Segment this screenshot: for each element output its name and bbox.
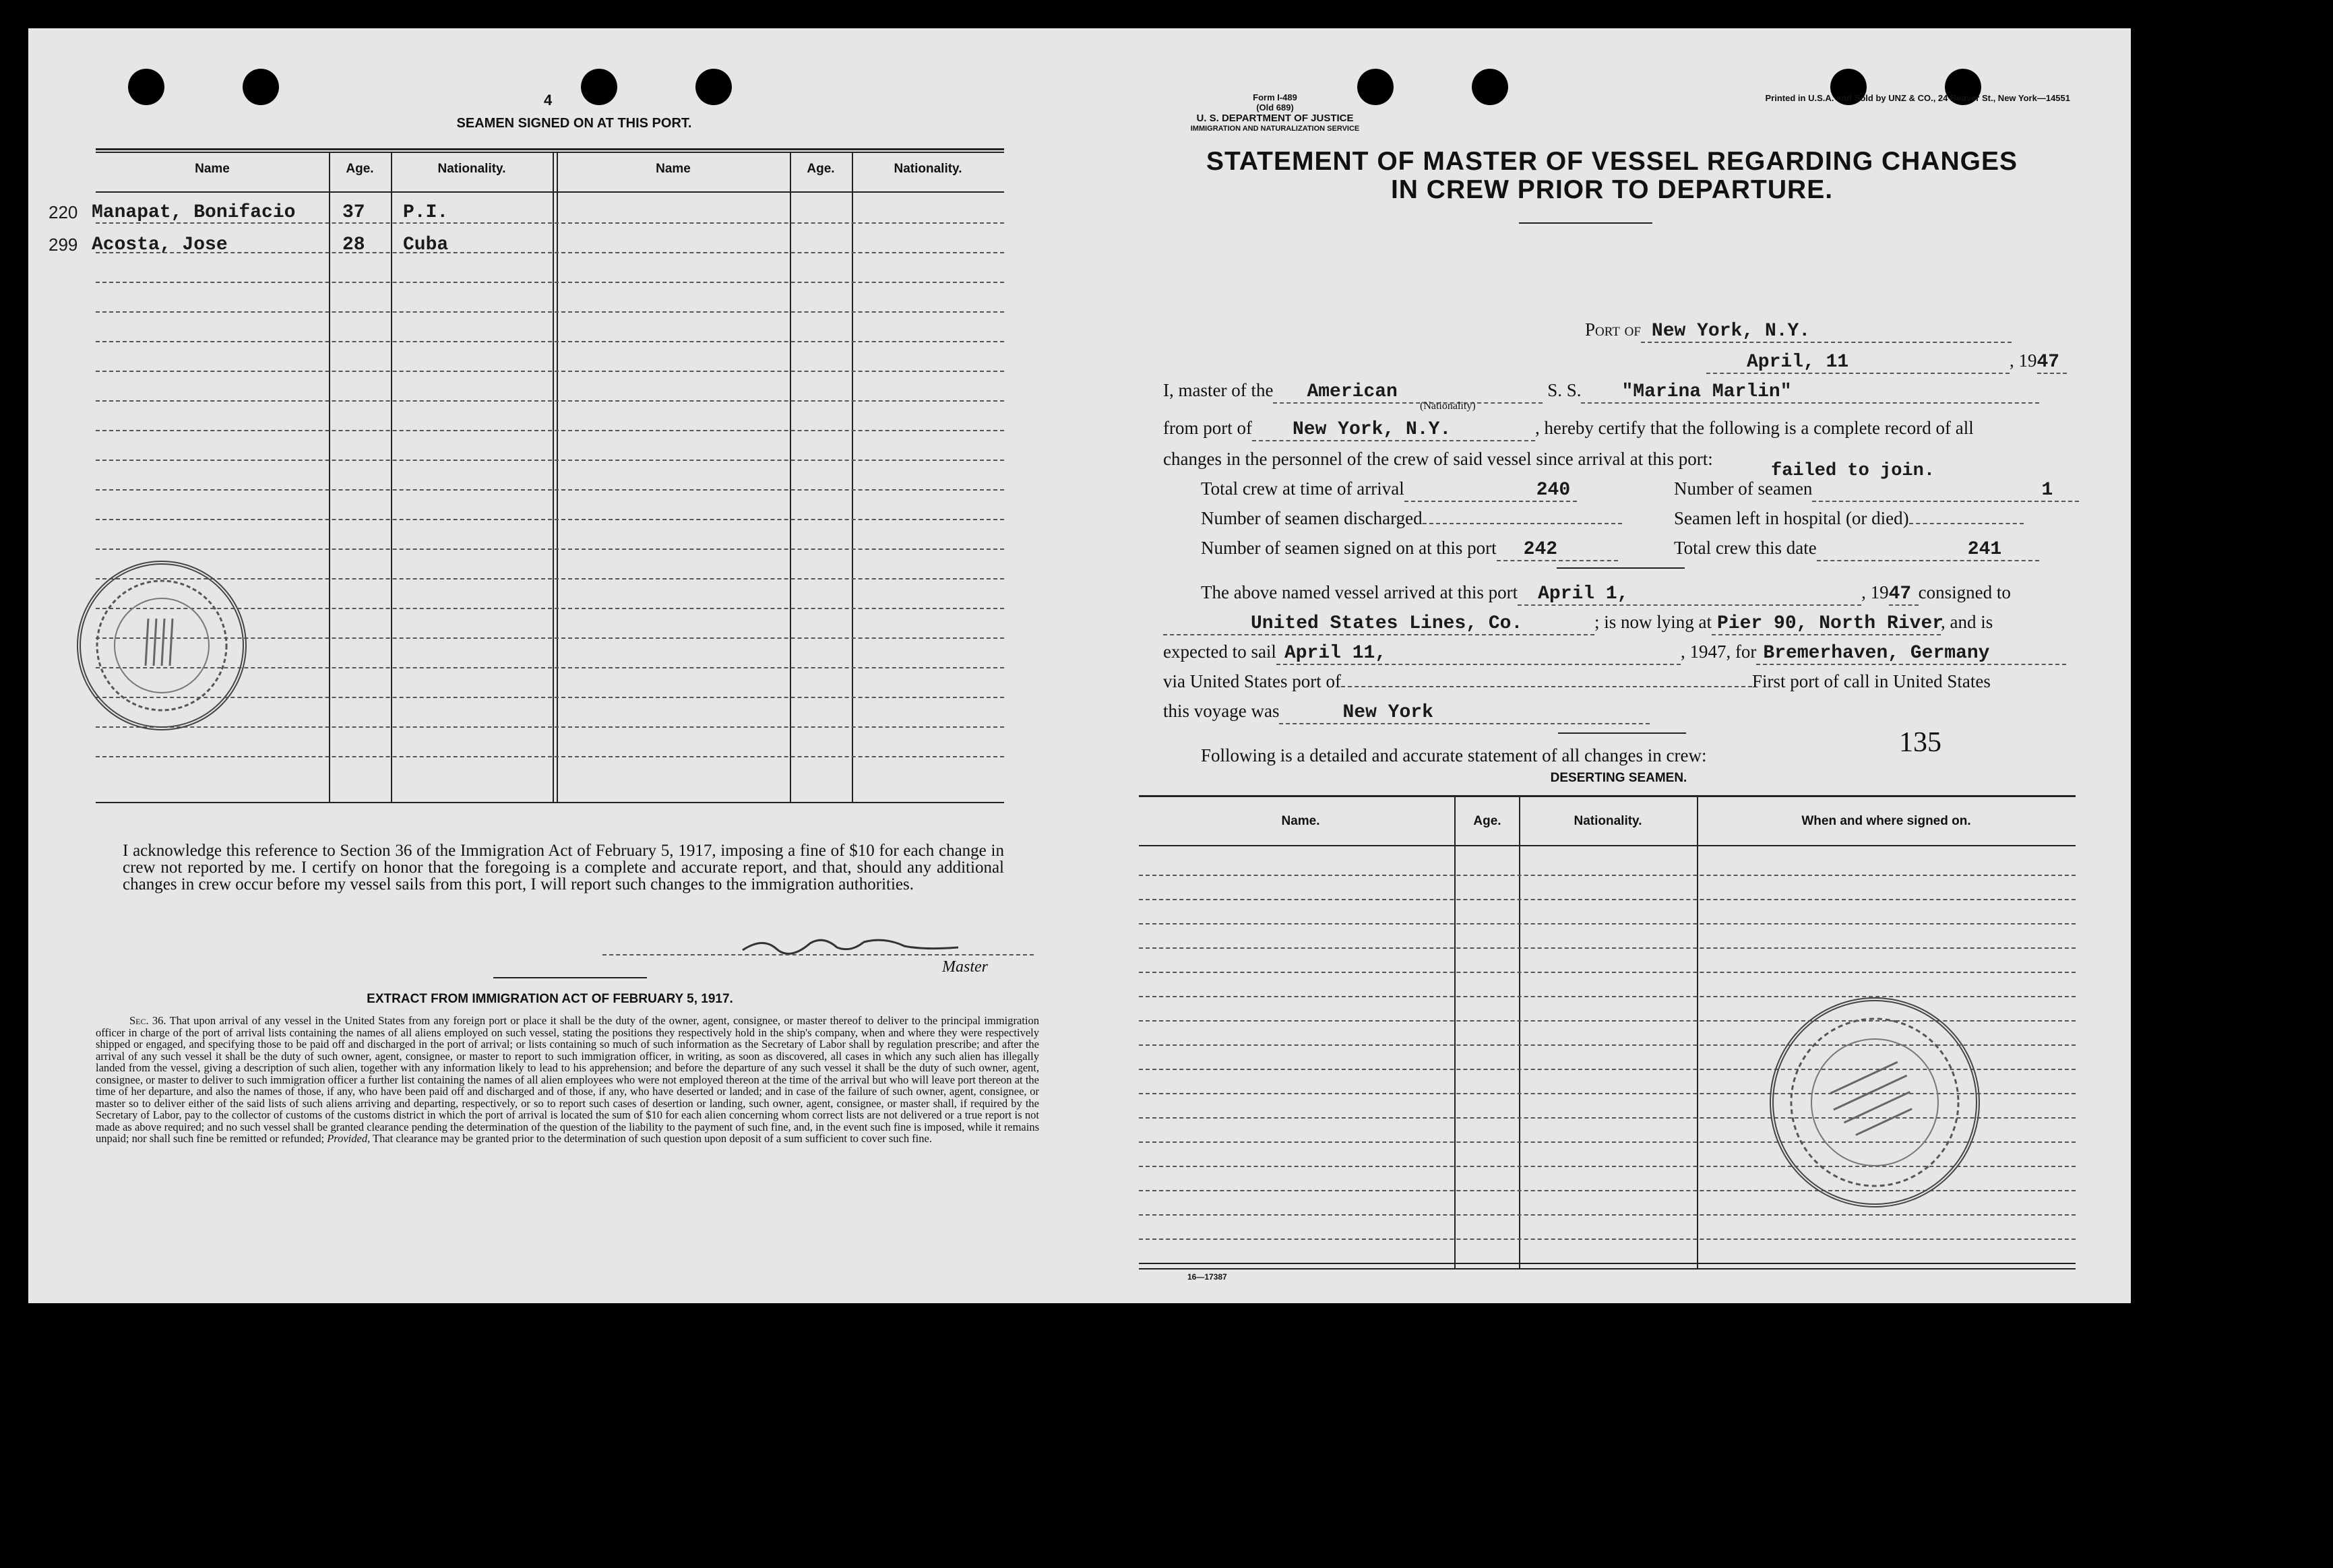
form-number: Form I-489 bbox=[1253, 92, 1297, 102]
counts-divider bbox=[1557, 567, 1685, 569]
voyage-label: this voyage was bbox=[1163, 701, 1280, 721]
consigned-label: consigned to bbox=[1918, 582, 2011, 602]
table-row-line bbox=[1139, 1214, 2076, 1216]
arrived-field bbox=[1518, 582, 1861, 606]
extract-title: EXTRACT FROM IMMIGRATION ACT OF FEBRUARY 5, 1917. bbox=[367, 992, 733, 1006]
master-of-label: I, master of the bbox=[1163, 380, 1274, 400]
from-port-label: from port of bbox=[1163, 418, 1252, 438]
seamen-field bbox=[1812, 478, 2079, 502]
form-code: 16—17387 bbox=[1187, 1272, 1227, 1282]
sec-text-1: That upon arrival of any vessel in the United States from any foreign port or place it shall be the duty of the owner, agent, consignee, or master thereof to deliver to the principal immigration officer in charge of the port of arrival lists containing the names of all aliens employed on such vessel, stating the positions they respectively hold in the ship's company, when and where they were respectively shipped or engaged, and specifying those to be paid off and discharged in the port of arrival; or lists containing so much of such information as the Secretary of Labor shall by regulation prescribe; and after the arrival of any such vessel it shall be the duty of such owner, agent, consignee, or master to report to such immigration officer, in writing, as soon as discovered, all cases in which any such alien has illegally landed from the vessel, giving a description of such alien, together with any information likely to lead to his apprehension; and before the departure of any such vessel it shall be the duty of such owner, agent, consignee, or master to deliver to such immigration officer a further list containing the names of all alien employees who were not employed thereon at the time of the arrival but who will leave port thereon at the time of her departure, and also the names of those, if any, who have been paid off and discharged and of those, if any, who have deserted or landed; and in case of the failure of such owner, agent, consignee, or master so to deliver either of the said lists of such aliens arriving and departing, respectively, or so to report such cases of desertion or landing, such owner, agent, consignee, or master shall, if required by the Secretary of Labor, pay to the collector of customs of the customs district in which the port of arrival is located the sum of $10 for each alien concerning whom correct lists are not delivered or a true report is not made as above required; and no such vessel shall be granted clearance pending the determination of the question of the liability to the payment of such fine, and, in the event such fine is imposed, while it remains unpaid; nor shall such fine be remitted or refunded; bbox=[96, 1014, 1039, 1145]
col-header-nationality: Nationality. bbox=[437, 162, 506, 176]
table-row-line bbox=[96, 460, 1004, 461]
year-prefix: , 19 bbox=[2010, 350, 2037, 371]
punch-hole bbox=[1472, 69, 1508, 105]
table-row-line bbox=[96, 252, 1004, 253]
following-text: Following is a detailed and accurate statement of all changes in crew: bbox=[1201, 745, 1707, 765]
consignee-row bbox=[1163, 612, 1993, 635]
changes-text: changes in the personnel of the crew of said vessel since arrival at this port: bbox=[1163, 449, 1713, 469]
lying-label: ; is now lying at bbox=[1594, 612, 1712, 632]
table-row-line bbox=[1139, 875, 2076, 876]
discharged-row bbox=[1201, 508, 1622, 529]
col-header-name-2: Name bbox=[656, 162, 691, 176]
certify-text: , hereby certify that the following is a complete record of all bbox=[1534, 418, 1974, 438]
desert-col-nationality: Nationality. bbox=[1574, 814, 1642, 828]
total-arrival-label: Total crew at time of arrival bbox=[1201, 478, 1404, 499]
destination-field bbox=[1756, 641, 2066, 665]
consignee-field bbox=[1163, 612, 1594, 635]
hospital-field bbox=[1909, 523, 2024, 524]
table-row-line bbox=[96, 430, 1004, 431]
vessel-field bbox=[1581, 380, 2039, 404]
seamen-label: Number of seamen bbox=[1674, 478, 1813, 499]
table-bottom-rule bbox=[96, 802, 1004, 803]
acknowledgement-text: I acknowledge this reference to Section 36 of the Immigration Act of February 5, 1917, imposing a fine of $10 for each change in crew not reported by me. I certify on honor that the foregoing is a complete and accurate report, and that, should any additional changes in crew occur before my vessel sails from this port, I will report such changes to the immigration authorities. bbox=[123, 842, 1004, 893]
table-row-line bbox=[96, 756, 1004, 757]
extract-divider bbox=[493, 977, 647, 978]
page-number: 4 bbox=[544, 92, 553, 108]
desert-col-name: Name. bbox=[1281, 814, 1320, 828]
stamp-texture bbox=[1774, 1001, 1976, 1203]
total-arrival-row bbox=[1201, 478, 1577, 502]
sail-row bbox=[1163, 641, 2066, 665]
table-row-line bbox=[1139, 923, 2076, 924]
table-row-line bbox=[1139, 1238, 2076, 1240]
vessel-value: "Marina Marlin" bbox=[1621, 381, 1792, 402]
from-port-row bbox=[1163, 418, 1974, 441]
desert-table-bottom-rule bbox=[1139, 1268, 2076, 1269]
crew-name: Manapat, Bonifacio bbox=[92, 202, 296, 223]
destination-value: Bremerhaven, Germany bbox=[1763, 643, 1990, 664]
column-rule bbox=[391, 152, 392, 802]
total-arrival-value: 240 bbox=[1536, 480, 1571, 501]
hospital-row bbox=[1674, 508, 2024, 529]
table-row-line bbox=[96, 548, 1004, 550]
crew-age: 37 bbox=[342, 202, 365, 223]
sec-label: Sec. 36. bbox=[129, 1014, 166, 1027]
table-row-line bbox=[1139, 899, 2076, 900]
seamen-row bbox=[1674, 478, 2079, 502]
stamped-number: 135 bbox=[1899, 727, 1941, 758]
col-header-age-2: Age. bbox=[807, 162, 835, 176]
row-number: 299 bbox=[49, 234, 78, 255]
first-port-label: First port of call in United States bbox=[1751, 671, 1991, 691]
total-date-field bbox=[1817, 538, 2039, 561]
column-rule bbox=[852, 152, 853, 802]
column-rule bbox=[329, 152, 330, 802]
title-divider bbox=[1519, 222, 1652, 224]
port-of-row bbox=[1585, 319, 2012, 343]
table-row-line bbox=[96, 341, 1004, 342]
and-is: , and is bbox=[1941, 612, 1993, 632]
form-title: STATEMENT OF MASTER OF VESSEL REGARDING CHANGES bbox=[1206, 147, 2018, 176]
department: U. S. DEPARTMENT OF JUSTICE bbox=[1196, 113, 1354, 124]
master-signature bbox=[736, 923, 965, 964]
date-field bbox=[1706, 350, 2010, 374]
for-label: , for bbox=[1726, 641, 1757, 662]
table-row-line bbox=[96, 311, 1004, 313]
table-top-rule bbox=[96, 148, 1004, 150]
table-row-line bbox=[96, 519, 1004, 520]
via-label: via United States port of bbox=[1163, 671, 1341, 691]
arrived-value: April 1, bbox=[1538, 584, 1629, 604]
voyage-row bbox=[1163, 701, 1650, 724]
form-old: (Old 689) bbox=[1256, 102, 1294, 113]
punch-hole bbox=[1357, 69, 1394, 105]
stamp-texture bbox=[81, 565, 243, 726]
arrived-row bbox=[1201, 582, 2011, 606]
voyage-value: New York bbox=[1342, 702, 1433, 723]
total-date-row bbox=[1674, 538, 2039, 561]
table-top-rule bbox=[96, 152, 1004, 153]
voyage-divider bbox=[1558, 732, 1686, 734]
row-number: 220 bbox=[49, 202, 78, 222]
voyage-field bbox=[1279, 701, 1650, 724]
signed-on-label: Number of seamen signed on at this port bbox=[1201, 538, 1497, 558]
year-field bbox=[2037, 350, 2067, 374]
signed-on-row bbox=[1201, 538, 1618, 561]
punch-hole bbox=[695, 69, 732, 105]
hospital-label: Seamen left in hospital (or died) bbox=[1674, 508, 1909, 528]
arrived-year-prefix: , 19 bbox=[1861, 582, 1889, 602]
table-row-line bbox=[96, 726, 1004, 728]
printer-note: Printed in U.S.A. and Sold by UNZ & CO., 24 Beaver St., New York—14551 bbox=[1765, 93, 2070, 103]
crew-nationality: Cuba bbox=[403, 234, 449, 255]
master-of-row bbox=[1163, 380, 2039, 404]
table-row-line bbox=[1139, 972, 2076, 973]
immigration-stamp bbox=[77, 561, 247, 730]
desert-col-age: Age. bbox=[1473, 814, 1501, 828]
port-of-field bbox=[1641, 319, 2012, 343]
table-row-line bbox=[96, 282, 1004, 283]
total-date-value: 241 bbox=[1967, 539, 2002, 560]
seamen-value: 1 bbox=[2041, 480, 2053, 501]
column-rule bbox=[1697, 795, 1698, 1268]
total-date-label: Total crew this date bbox=[1674, 538, 1817, 558]
received-stamp bbox=[1770, 997, 1980, 1208]
form-subtitle: IN CREW PRIOR TO DEPARTURE. bbox=[1390, 175, 1834, 204]
column-rule bbox=[1519, 795, 1520, 1268]
nationality-value: American bbox=[1307, 381, 1398, 402]
col-header-name: Name bbox=[195, 162, 230, 176]
lying-value: Pier 90, North River bbox=[1717, 613, 1944, 634]
table-row-line bbox=[1139, 947, 2076, 949]
sail-field bbox=[1276, 641, 1681, 665]
section-title: SEAMEN SIGNED ON AT THIS PORT. bbox=[456, 116, 692, 131]
via-row bbox=[1163, 671, 1991, 692]
sec-text-2: That clearance may be granted prior to the determination of such question upon deposit of a sum sufficient to cover such fine. bbox=[373, 1132, 932, 1145]
total-arrival-field bbox=[1404, 478, 1577, 502]
table-row-line bbox=[1139, 996, 2076, 997]
table-header-rule bbox=[96, 191, 1004, 193]
punch-hole bbox=[243, 69, 279, 105]
discharged-field bbox=[1423, 523, 1622, 524]
arrived-year-field bbox=[1889, 582, 1919, 606]
crew-name: Acosta, Jose bbox=[92, 234, 228, 255]
crew-nationality: P.I. bbox=[403, 202, 449, 223]
column-rule bbox=[557, 152, 558, 802]
crew-age: 28 bbox=[342, 234, 365, 255]
column-rule bbox=[1454, 795, 1456, 1268]
master-label: Master bbox=[942, 958, 988, 976]
sail-year: , 1947 bbox=[1680, 641, 1727, 662]
desert-table-bottom-rule bbox=[1139, 1263, 2076, 1264]
col-header-nationality-2: Nationality. bbox=[894, 162, 962, 176]
col-header-age: Age. bbox=[346, 162, 374, 176]
date-value: April, 11 bbox=[1747, 352, 1849, 373]
signed-on-value: 242 bbox=[1523, 539, 1558, 560]
date-row bbox=[1706, 350, 2067, 374]
column-rule bbox=[790, 152, 791, 802]
discharged-label: Number of seamen discharged bbox=[1201, 508, 1423, 528]
column-rule bbox=[553, 152, 554, 802]
port-of-value: New York, N.Y. bbox=[1651, 321, 1811, 342]
sail-value: April 11, bbox=[1284, 643, 1387, 664]
service: IMMIGRATION AND NATURALIZATION SERVICE bbox=[1190, 125, 1360, 133]
punch-hole bbox=[581, 69, 617, 105]
from-port-value: New York, N.Y. bbox=[1292, 419, 1452, 440]
arrived-year-value: 47 bbox=[1888, 584, 1912, 604]
expected-label: expected to sail bbox=[1163, 641, 1276, 662]
port-of-label: Port of bbox=[1585, 319, 1641, 340]
arrived-label: The above named vessel arrived at this port bbox=[1201, 582, 1518, 602]
ss-label: S. S. bbox=[1547, 380, 1582, 400]
via-field bbox=[1341, 686, 1752, 687]
document-sheet bbox=[28, 28, 2131, 1303]
nationality-field bbox=[1273, 380, 1543, 404]
lying-field bbox=[1712, 612, 1944, 635]
nationality-caption: (Nationality) bbox=[1420, 400, 1476, 412]
desert-table-header-rule bbox=[1139, 845, 2076, 846]
seamen-overtype: failed to join. bbox=[1771, 461, 1935, 481]
desert-table-top-rule bbox=[1139, 795, 2076, 797]
section-36-text bbox=[96, 1015, 1039, 1145]
year-value: 47 bbox=[2036, 352, 2060, 373]
table-row-line bbox=[96, 489, 1004, 491]
punch-hole bbox=[128, 69, 164, 105]
signed-on-field bbox=[1497, 538, 1618, 561]
from-port-field bbox=[1252, 418, 1535, 441]
consignee-value: United States Lines, Co. bbox=[1251, 613, 1523, 634]
table-row-line bbox=[96, 400, 1004, 402]
deserting-title: DESERTING SEAMEN. bbox=[1550, 771, 1687, 785]
sec-provided: Provided, bbox=[327, 1132, 371, 1145]
desert-col-signed-on: When and where signed on. bbox=[1801, 814, 1971, 828]
table-row-line bbox=[96, 371, 1004, 372]
master-signature-line bbox=[602, 954, 1034, 955]
